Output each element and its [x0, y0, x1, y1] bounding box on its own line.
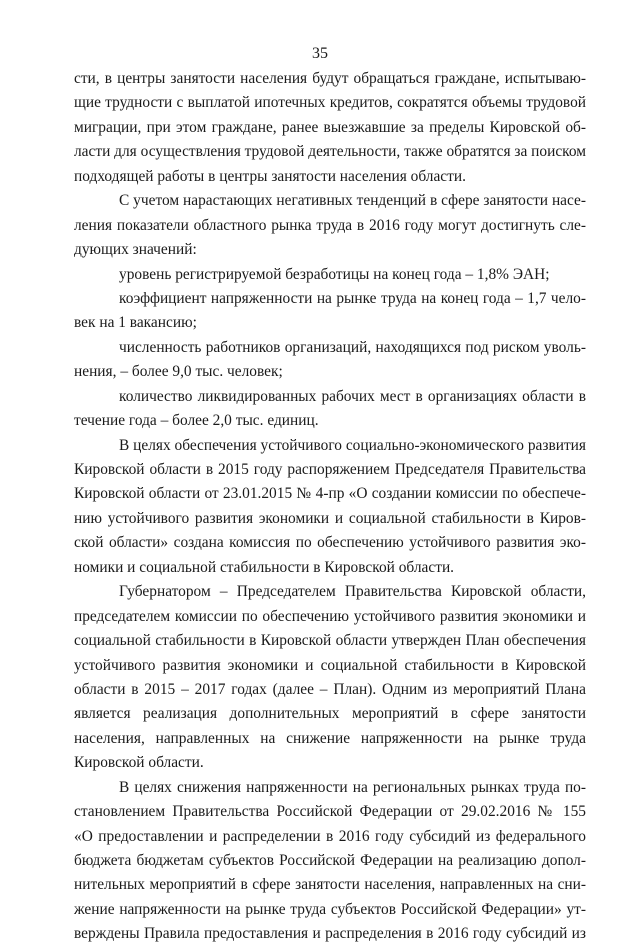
text-line: верждены Правила предоставления и распределения в 2016 году субсидий из: [74, 925, 586, 943]
text-line: миграции, при этом граждане, ранее выезжавшие за пределы Кировской об-: [74, 118, 586, 136]
text-line: дующих значений:: [74, 241, 197, 259]
text-line: «О предоставлении и распределении в 2016 году субсидий из федерального: [74, 827, 586, 845]
text-line: нию устойчивого развития экономики и социальной стабильности в Киров-: [74, 509, 586, 527]
text-line: является реализация дополнительных мероприятий в сфере занятости: [74, 705, 586, 723]
text-line: социальной стабильности в Кировской области утвержден План обеспечения: [74, 632, 586, 650]
text-line: подходящей работы в центры занятости населения области.: [74, 167, 466, 185]
text-line: численность работников организаций, находящихся под риском уволь-: [119, 338, 586, 356]
body-text: [74, 67, 586, 947]
text-line: сти, в центры занятости населения будут обращаться граждане, испытываю-: [74, 70, 586, 87]
text-line: области в 2015 – 2017 годах (далее – План). Одним из мероприятий Плана: [74, 680, 586, 698]
text-line: В целях снижения напряженности на региональных рынках труда по-: [119, 778, 586, 796]
text-line: населения, направленных на снижение напряженности на рынке труда: [74, 729, 586, 747]
text-line: Кировской области от 23.01.2015 № 4-пр «О создании комиссии по обеспече-: [74, 485, 586, 503]
text-line: Кировской области.: [74, 754, 204, 772]
text-line: век на 1 вакансию;: [74, 314, 197, 332]
text-line: ской области» создана комиссия по обеспечению устойчивого развития эко-: [74, 534, 586, 552]
text-line: Губернатором – Председателем Правительства Кировской области,: [119, 583, 586, 601]
text-line: коэффициент напряженности на рынке труда на конец года – 1,7 чело-: [119, 289, 586, 307]
text-line: количество ликвидированных рабочих мест в организациях области в: [119, 387, 586, 405]
text-line: В целях обеспечения устойчивого социально-экономического развития: [119, 436, 586, 454]
text-line: становлением Правительства Российской Федерации от 29.02.2016 № 155: [74, 803, 586, 821]
text-line: уровень регистрируемой безработицы на конец года – 1,8% ЭАН;: [119, 265, 550, 283]
text-line: нительных мероприятий в сфере занятости населения, направленных на сни-: [74, 876, 586, 894]
text-line: С учетом нарастающих негативных тенденций в сфере занятости насе-: [119, 192, 586, 210]
text-line: течение года – более 2,0 тыс. единиц.: [74, 412, 319, 430]
page-number: 35: [312, 45, 328, 62]
text-line: номики и социальной стабильности в Кировской области.: [74, 558, 455, 576]
text-line: Кировской области в 2015 году распоряжением Председателя Правительства: [74, 461, 586, 478]
text-line: жение напряженности на рынке труда субъектов Российской Федерации» ут-: [74, 900, 586, 918]
text-line: устойчивого развития экономики и социальной стабильности в Кировской: [74, 656, 586, 674]
text-line: ласти для осуществления трудовой деятельности, также обратятся за поиском: [74, 143, 586, 161]
text-line: щие трудности с выплатой ипотечных кредитов, сократятся объемы трудовой: [74, 94, 586, 112]
text-line: ления показатели областного рынка труда в 2016 году могут достигнуть сле-: [74, 216, 586, 234]
text-line: нения, – более 9,0 тыс. человек;: [74, 363, 283, 381]
text-line: бюджета бюджетам субъектов Российской Федерации на реализацию допол-: [74, 852, 586, 869]
text-line: председателем комиссии по обеспечению устойчивого развития экономики и: [74, 607, 586, 625]
